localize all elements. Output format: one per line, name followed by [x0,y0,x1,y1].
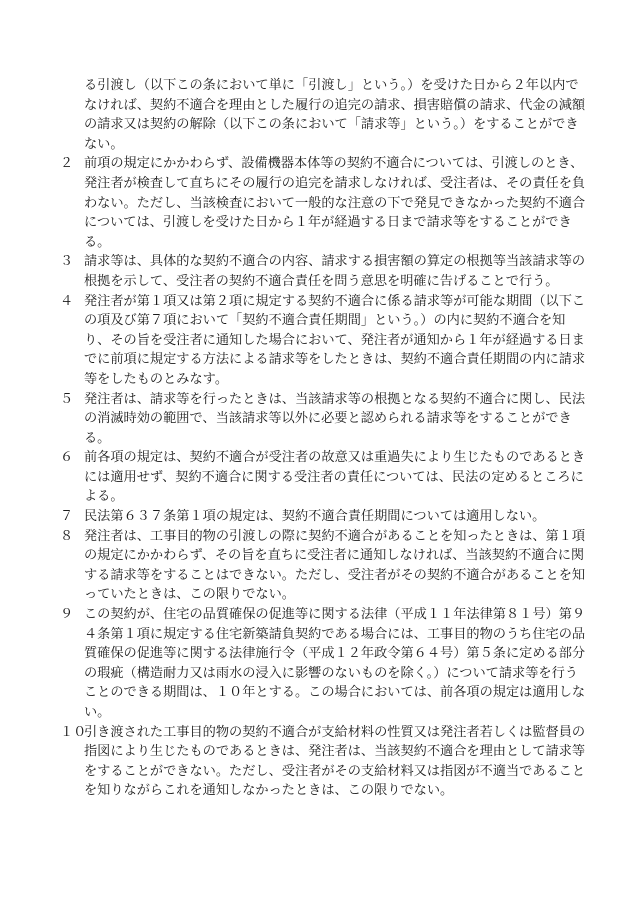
clause-6 [60,448,590,507]
clause-text: 請求等は、具体的な契約不適合の内容、請求する損害額の算定の根拠等当該請求等の根拠を示して、受注者の契約不適合責任を問う意思を明確に告げることで行う。 [84,254,586,289]
clause-10 [60,723,590,801]
clause-text: 発注者は、工事目的物の引渡しの際に契約不適合があることを知ったときは、第１項の規定にかかわらず、その旨を直ちに受注者に通知しなければ、当該契約不適合に関する請求等をすることはできない。ただし、受注者がその契約不適合があることを知っていたときは、この限りでない。 [84,528,586,603]
clause-text: 前各項の規定は、契約不適合が受注者の故意又は重過失により生じたものであるときには適用せず、契約不適合に関する受注者の責任については、民法の定めるところによる。 [84,450,586,505]
clause-text: 前項の規定にかかわらず、設備機器本体等の契約不適合については、引渡しのとき、発注者が検査して直ちにその履行の追完を請求しなければ、受注者は、その責任を負わない。ただし、当該検査において一般的な注意の下で発見できなかった契約不適合については、引渡しを受けた日から１年が経過する日まで請求等をすることができる。 [84,156,586,250]
clause-text: 引き渡された工事目的物の契約不適合が支給材料の性質又は発注者若しくは監督員の指図により生じたものであるときは、発注者は、当該契約不適合を理由として請求等をすることができない。ただし、受注者がその支給材料又は指図が不適当であることを知りながらこれを通知しなかったときは、この限りでない。 [84,724,586,799]
clause-4 [60,292,590,390]
clause-text: 発注者が第１項又は第２項に規定する契約不適合に係る請求等が可能な期間（以下この項及び第７項において「契約不適合責任期間」という。）の内に契約不適合を知り、その旨を受注者に通知した場合において、発注者が通知から１年が経過する日までに前項に規定する方法による請求等をしたときは、契約不適合責任期間の内に請求等をしたものとみなす。 [84,293,586,387]
clause-7 [60,507,590,527]
clause-text: この契約が、住宅の品質確保の促進等に関する法律（平成１１年法律第８１号）第９４条第１項に規定する住宅新築請負契約である場合には、工事目的物のうち住宅の品質確保の促進等に関する法律施行令（平成１２年政令第６４号）第５条に定める部分の瑕疵（構造耐力又は雨水の浸入に影響のないものを除く。）について請求等を行うことのできる期間は、１０年とする。この場合においては、前各項の規定は適用しない。 [84,607,586,720]
clause-number: ７ [60,509,74,525]
clause-5 [60,390,590,449]
clause-8 [60,527,590,605]
clause-number: ６ [60,450,74,466]
clause-text: 発注者は、請求等を行ったときは、当該請求等の根拠となる契約不適合に関し、民法の消滅時効の範囲で、当該請求等以外に必要と認められる請求等をすることができる。 [84,391,586,446]
clause-number: ９ [60,607,74,623]
clause-number: １０ [60,724,87,740]
clause-number: ５ [60,391,74,407]
clause-9 [60,605,590,723]
clause-number: ２ [60,156,74,172]
clause-number: ４ [60,293,74,309]
clause-number: ８ [60,528,74,544]
clause-1-continuation: る引渡し（以下この条において単に「引渡し」という。）を受けた日から２年以内でなければ、契約不適合を理由とした履行の追完の請求、損害賠償の請求、代金の減額の請求又は契約の解除（以下この条において「請求等」という。）をすることができない。 [84,78,586,152]
clause-text: 民法第６３７条第１項の規定は、契約不適合責任期間については適用しない。 [84,509,546,525]
clause-2 [60,154,590,252]
clause-3 [60,252,590,291]
clause-number: ３ [60,254,74,270]
